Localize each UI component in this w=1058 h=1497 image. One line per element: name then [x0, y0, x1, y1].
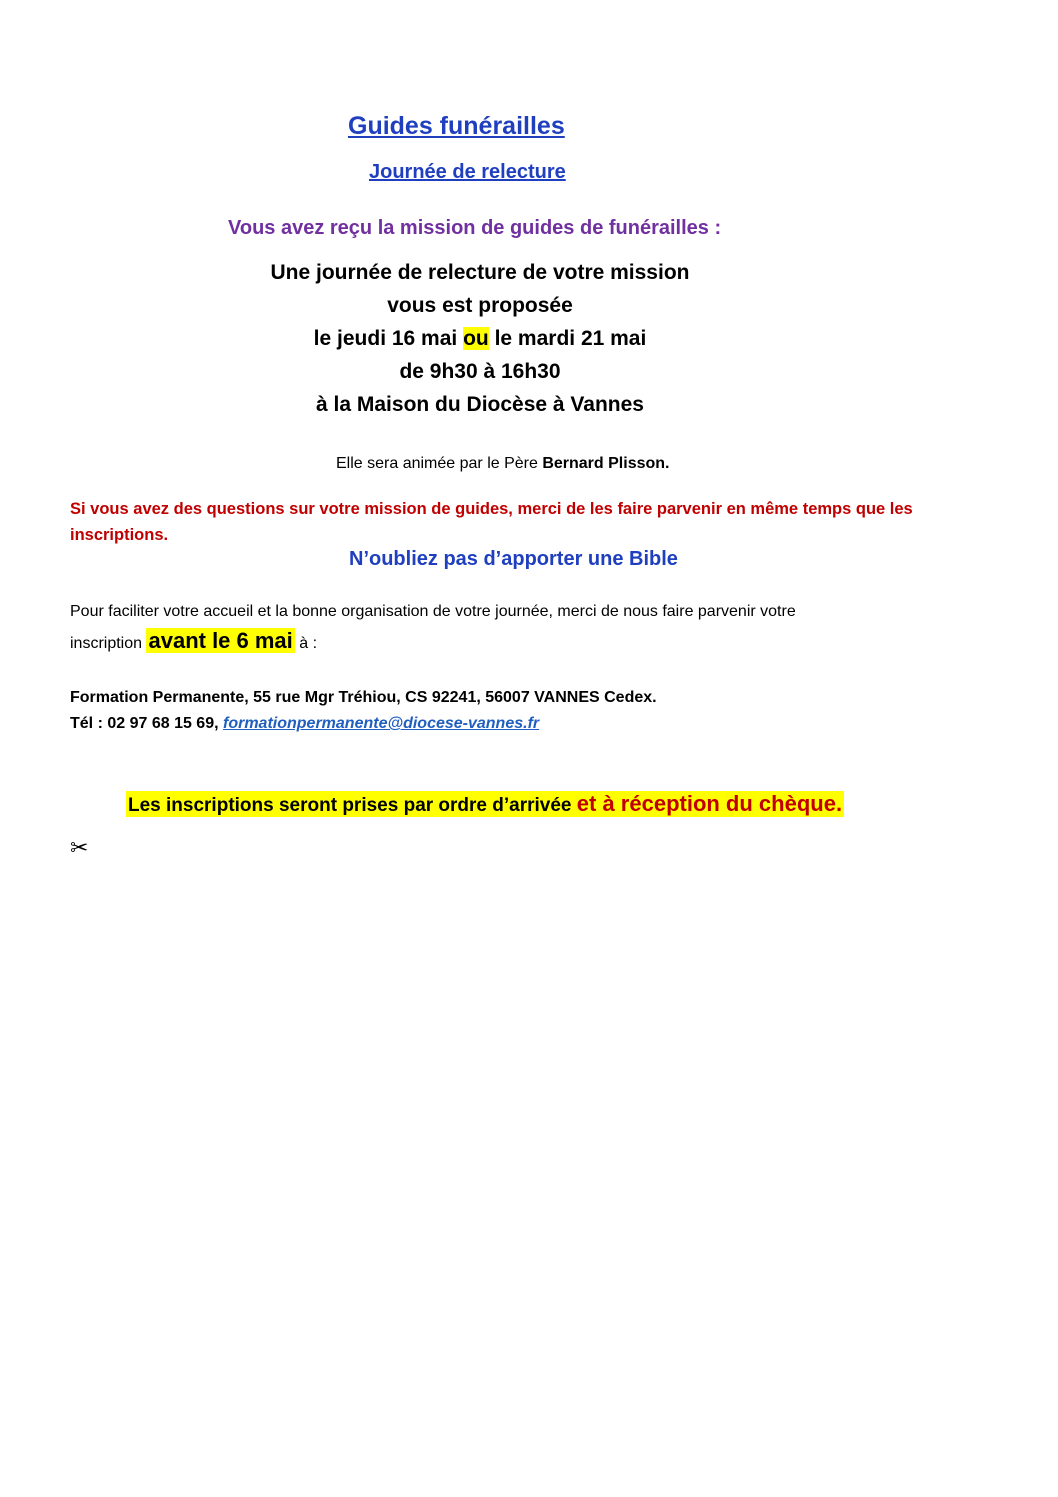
scissors-icon: ✂ [70, 836, 89, 861]
page-subtitle: Journée de relecture [369, 161, 566, 183]
animator-name: Bernard Plisson. [542, 455, 670, 472]
schedule-place: à la Maison du Diocèse à Vannes [316, 393, 644, 416]
date-first: le jeudi 16 mai [313, 327, 464, 350]
registration-prefix: inscription [70, 635, 147, 652]
animation-prefix: Elle sera animée par le Père [336, 455, 543, 472]
contact-address: Formation Permanente, 55 rue Mgr Tréhiou, CS 92241, 56007 VANNES Cedex. [70, 689, 657, 706]
final-note-part-2: et à réception du chèque. [576, 791, 843, 816]
contact-phone: Tél : 02 97 68 15 69, [70, 715, 223, 732]
page-title: Guides funérailles [348, 112, 565, 140]
mission-heading: Vous avez reçu la mission de guides de funérailles : [228, 217, 722, 239]
bible-reminder: N’oubliez pas d’apporter une Bible [349, 548, 678, 570]
date-or-highlight: ou [463, 327, 489, 350]
contact-phone-line [70, 716, 539, 732]
registration-line-2 [70, 630, 317, 652]
schedule-dates [0, 328, 960, 349]
schedule-line-2: vous est proposée [387, 294, 573, 317]
registration-line-1: Pour faciliter votre accueil et la bonne organisation de votre journée, merci de nous faire parvenir votre [70, 603, 796, 620]
date-second: le mardi 21 mai [488, 327, 647, 350]
schedule-hours: de 9h30 à 16h30 [399, 360, 561, 383]
final-note-part-1: Les inscriptions seront prises par ordre d’arrivée [128, 795, 577, 816]
animation-note [336, 456, 669, 472]
final-note [126, 791, 844, 817]
schedule-line-1: Une journée de relecture de votre mission [270, 261, 690, 284]
registration-deadline: avant le 6 mai [148, 628, 293, 653]
questions-note: Si vous avez des questions sur votre mission de guides, merci de les faire parvenir en même temps que les inscriptions. [70, 500, 913, 544]
registration-suffix: à : [294, 635, 318, 652]
contact-email-link[interactable]: formationpermanente@diocese-vannes.fr [223, 715, 540, 732]
